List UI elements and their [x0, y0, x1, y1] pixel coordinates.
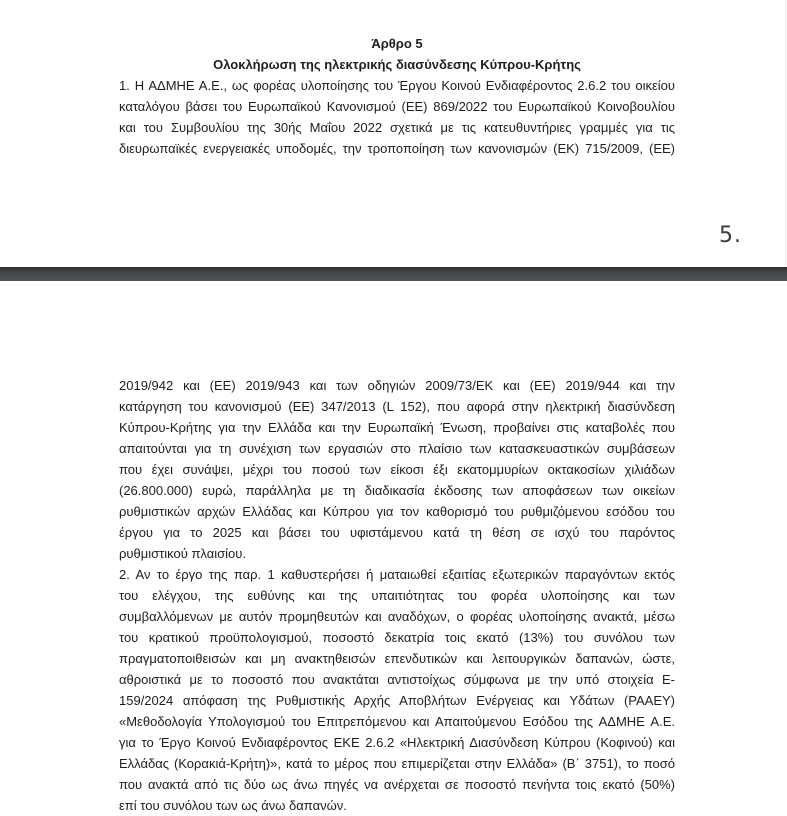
paragraph-line: του κρατικού προϋπολογισμού, ποσοστό δεκατρία τοις εκατό (13%) του συνόλου των — [119, 630, 675, 645]
paragraph-line: για το Έργο Κοινού Ενδιαφέροντος ΕΚΕ 2.6.2 «Ηλεκτρική Διασύνδεση Κύπρου (Κοφινού) και — [119, 735, 675, 750]
paragraph-line: ρυθμιστικών αρχών Ελλάδας και Κύπρου για τον καθορισμό του ρυθμιζόμενου εσόδου του — [119, 504, 675, 519]
paragraph-line: πραγματοποιθεισών και μη ανακτηθεισών επενδυτικών και λειτουργικών δαπανών, ώστε, — [119, 651, 675, 666]
article-label: Άρθρο 5 — [371, 36, 423, 51]
paragraph-line: 2019/942 και (ΕΕ) 2019/943 και των οδηγιών 2009/73/ΕΚ και (ΕΕ) 2019/944 και την — [119, 378, 675, 393]
paragraph-line: Ελλάδας (Κορακιά-Κρήτη)», κατά το μέρος που επιμερίζεται στην Ελλάδα» (Β΄ 3751), το ποσό — [119, 756, 675, 771]
paragraph-line: 2. Αν το έργο της παρ. 1 καθυστερήσει ή ματαιωθεί εξαιτίας εξωτερικών παραγόντων εκτός — [119, 567, 675, 582]
paragraph-line: αθροιστικά με το ποσοστό που ανακτάται αντιστοίχως σύμφωνα με την υπό στοιχεία Ε- — [119, 672, 675, 687]
paragraph-line: διευρωπαϊκές ενεργειακές υποδομές, την τροποποίηση των κανονισμών (ΕΚ) 715/2009, (ΕΕ) — [119, 141, 675, 156]
paragraph-line: «Μεθοδολογία Υπολογισμού του Επιτρεπόμενου και Απαιτούμενου Εσόδου της ΑΔΜΗΕ Α.Ε. — [119, 714, 675, 729]
paragraph-line: έργου για το 2025 και βάσει του υφιστάμενου κατά τη θέση σε ισχύ του παρόντος — [119, 525, 675, 540]
paragraph-line: καταλόγου βάσει του Ευρωπαϊκού Κανονισμού (ΕΕ) 869/2022 του Ευρωπαϊκού Κοινοβουλίου — [119, 99, 675, 114]
paragraph-line: απαιτούνται για τη συνέχιση των εργασιών στο πλαίσιο των κατασκευαστικών συμβάσεων — [119, 441, 675, 456]
page-edge-line — [785, 0, 786, 267]
paragraph-line: συμβαλλόμενων με αυτόν προμηθευτών και αναδόχων, ο φορέας υλοποίησης ανακτά, μέσω — [119, 609, 675, 624]
paragraph-line: του ελέγχου, της ευθύνης και της υπαιτιότητας του φορέα υλοποίησης και των — [119, 588, 675, 603]
paragraph-line: 159/2024 απόφαση της Ρυθμιστικής Αρχής Αποβλήτων Ενέργειας και Υδάτων (ΡΑΑΕΥ) — [119, 693, 675, 708]
page-divider-bar — [0, 267, 787, 281]
paragraph-line: (26.800.000) ευρώ, παράλληλα με τη διαδικασία έκδοσης των αποφάσεων των οικείων — [119, 483, 675, 498]
paragraph-line: ρυθμιστικού πλαισίου. — [119, 546, 246, 561]
paragraph-line: 1. Η ΑΔΜΗΕ Α.Ε., ως φορέας υλοποίησης του Έργου Κοινού Ενδιαφέροντος 2.6.2 του οικείου — [119, 78, 675, 93]
article-title: Ολοκλήρωση της ηλεκτρικής διασύνδεσης Κύπρου-Κρήτης — [213, 57, 581, 72]
paragraph-line: που ανακτά από τις δύο ως άνω πηγές να ανέρχεται σε ποσοστό πενήντα τοις εκατό (50%) — [119, 777, 675, 792]
lower-page-text — [119, 375, 675, 816]
paragraph-line: Κύπρου-Κρήτης για την Ελλάδα και την Ευρωπαϊκή Ένωση, προβαίνει στις καταβολές που — [119, 420, 675, 435]
upper-page-text — [119, 33, 675, 159]
page-number: 5. — [719, 223, 742, 248]
paragraph-line: επί του συνόλου των ως άνω δαπανών. — [119, 798, 347, 813]
paragraph-line: και του Συμβουλίου της 30ής Μαΐου 2022 σχετικά με τις κατευθυντήριες γραμμές για τις — [119, 120, 675, 135]
paragraph-line: που έχει συνάψει, μέχρι του ποσού των είκοσι έξι εκατομμυρίων οκτακοσίων χιλιάδων — [119, 462, 675, 477]
paragraph-line: κατάργηση του κανονισμού (ΕΕ) 347/2013 (L 152), που αφορά στην ηλεκτρική διασύνδεση — [119, 399, 675, 414]
document-page-upper — [0, 0, 787, 267]
